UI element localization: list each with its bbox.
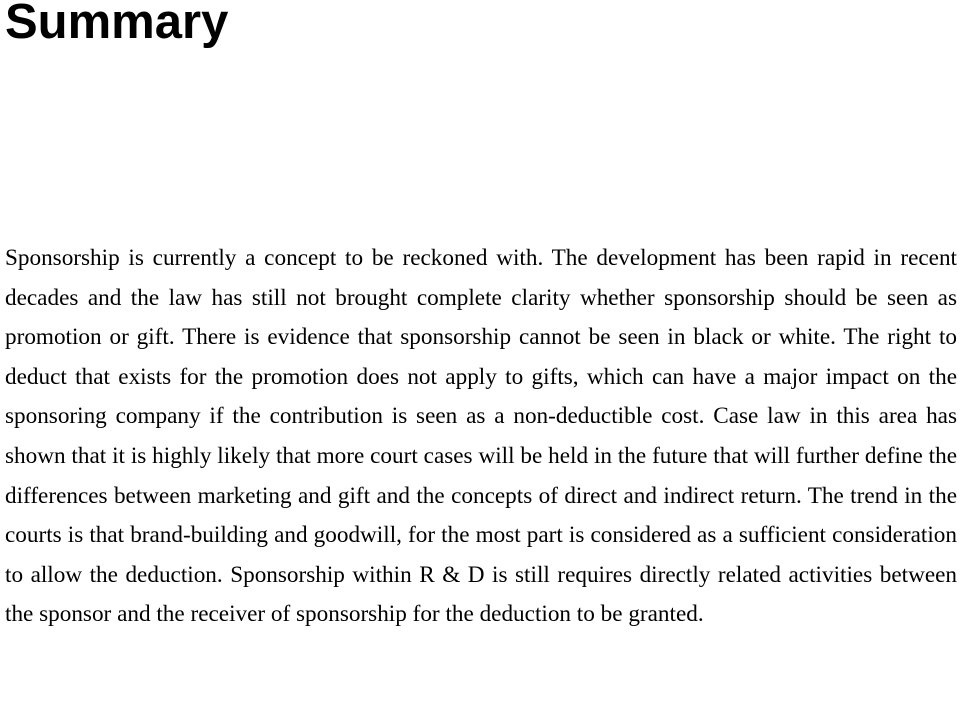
- summary-paragraph: Sponsorship is currently a concept to be reckoned with. The development has been rapid in recent decades and the law has still not brought complete clarity whether sponsorship should be seen as promotion or gift. There is evidence that sponsorship cannot be seen in black or white. The right to deduct that exists for the promotion does not apply to gifts, which can have a major impact on the sponsoring company if the contribution is seen as a non-deductible cost. Case law in this area has shown that it is highly likely that more court cases will be held in the future that will further define the differences between marketing and gift and the concepts of direct and indirect return. The trend in the courts is that brand-building and goodwill, for the most part is considered as a sufficient consideration to allow the deduction. Sponsorship within R & D is still requires directly related activities between the sponsor and the receiver of sponsorship for the deduction to be granted.: [5, 245, 957, 628]
- page-title: Summary: [5, 0, 229, 49]
